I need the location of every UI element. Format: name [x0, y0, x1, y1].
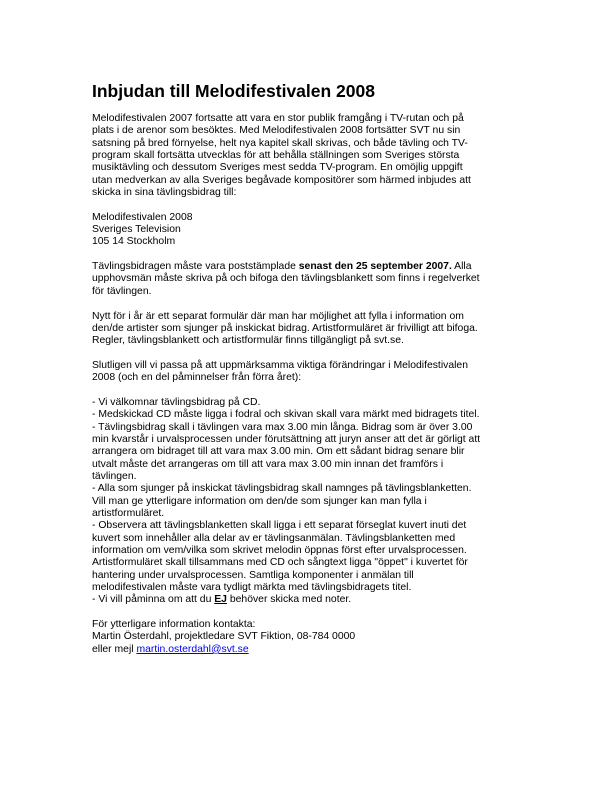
rule-line: min kvarstår i urvalsprocessen under förutsättning att juryn anser att det är görligt att: [92, 433, 481, 445]
deadline-date: senast den 25 september 2007.: [298, 261, 452, 273]
rule-line: utvalt måste det arrangeras om till att vara max 3.00 min innan det framförs i: [92, 458, 444, 470]
text-line: den/de artister som sjunger på inskickat bidrag. Artistformuläret är frivilligt att bifoga.: [92, 322, 478, 334]
rule-line: kuvert som innehåller alla delar av er tävlingsanmälan. Tävlingsblanketten med: [92, 532, 456, 544]
rule-line: - Alla som sjunger på inskickat tävlingsbidrag skall namnges på tävlingsblanketten.: [92, 483, 472, 495]
text-line: satsning på bred förnyelse, helt nya kapitel skall skrivas, och både tävling och TV-: [92, 137, 468, 149]
email-prefix: eller mejl: [92, 643, 137, 655]
rule-emphasis: EJ: [214, 594, 227, 606]
rule-line: arrangera om bidraget till att vara max 3.00 min. Om ett sådant bidrag senare blir: [92, 446, 465, 458]
rule-line: - Medskickad CD måste ligga i fodral och skivan skall vara märkt med bidragets titel.: [92, 409, 480, 421]
document-body: [92, 113, 532, 668]
text-line: för tävlingen.: [92, 285, 152, 297]
contact-email-line: [92, 644, 532, 656]
rule-line: artistformuläret.: [92, 508, 165, 519]
contact-heading: För ytterligare information kontakta:: [92, 619, 256, 631]
rule-line: - Observera att tävlingsblanketten skall ligga i ett separat förseglat kuvert inuti det: [92, 520, 467, 532]
deadline-first-line: [92, 261, 532, 273]
text-line: utan medverkan av alla Sveriges begåvade kompositörer som härmed inbjudes att: [92, 174, 471, 186]
text-line: program skall fortsätta utvecklas för att behålla ställningen som Sveriges största: [92, 150, 460, 162]
text-line: Slutligen vill vi passa på att uppmärksamma viktiga förändringar i Melodifestivalen: [92, 359, 468, 371]
page-title: Inbjudan till Melodifestivalen 2008: [92, 81, 375, 101]
text-line: Nytt för i år är ett separat formulär där man har möjlighet att fylla i information om: [92, 310, 464, 322]
rule-line: Vill man ge ytterligare information om den/de som sjunger kan man fylla i: [92, 495, 427, 507]
rule-line: - Vi välkomnar tävlingsbidrag på CD.: [92, 396, 261, 408]
contact-person: Martin Österdahl, projektledare SVT Fiktion, 08-784 0000: [92, 631, 356, 643]
deadline-text-after: Alla: [451, 261, 472, 273]
text-line: Regler, tävlingsblankett och artistformulär finns tillgängligt på svt.se.: [92, 335, 404, 347]
deadline-paragraph: [92, 261, 532, 298]
email-link[interactable]: martin.osterdahl@svt.se: [136, 643, 249, 655]
text-line: plats i de arenor som besöktes. Med Melodifestivalen 2008 fortsätter SVT nu sin: [92, 125, 461, 137]
rule-line: Artistformuläret skall tillsammans med CD och sångtext ligga "öppet" i kuvertet för: [92, 557, 468, 569]
rule-text-after: behöver skicka med noter.: [226, 594, 352, 606]
address-block: [92, 212, 532, 249]
text-line: upphovsmän måste skriva på och bifoga den tävlingsblankett som finns i regelverket: [92, 273, 480, 285]
text-line: 2008 (och en del påminnelser från förra året):: [92, 372, 302, 384]
artist-form-paragraph: [92, 311, 532, 348]
intro-paragraph: [92, 113, 532, 199]
rule-line: information om vem/vilka som skrivet melodin öppnas först efter urvalsprocessen.: [92, 545, 467, 557]
rules-list: [92, 397, 532, 607]
changes-intro-paragraph: [92, 360, 532, 385]
text-line: musiktävling och dessutom Sveriges mest sedda TV-program. En omöjlig uppgift: [92, 162, 463, 174]
text-line: Melodifestivalen 2007 fortsatte att vara en stor publik framgång i TV-rutan och på: [92, 113, 464, 124]
rule-line: - Tävlingsbidrag skall i tävlingen vara max 3.00 min långa. Bidrag som är över 3.00: [92, 421, 473, 433]
rule-line: hantering under urvalsprocessen. Samtliga komponenter i anmälan till: [92, 569, 414, 581]
address-line: Sveriges Television: [92, 224, 181, 236]
rule-text: - Vi vill påminna om att du: [92, 594, 215, 606]
address-line: Melodifestivalen 2008: [92, 211, 193, 223]
address-line: 105 14 Stockholm: [92, 236, 176, 248]
text-line: skicka in sina tävlingsbidrag till:: [92, 187, 237, 199]
deadline-text: Tävlingsbidragen måste vara poststämplade: [92, 261, 299, 273]
rule-line: tävlingen.: [92, 470, 137, 482]
rule-line: melodifestivalen måste vara tydligt märkta med tävlingsbidragets titel.: [92, 582, 412, 594]
contact-block: [92, 619, 532, 656]
rule-last-line: [92, 594, 532, 606]
